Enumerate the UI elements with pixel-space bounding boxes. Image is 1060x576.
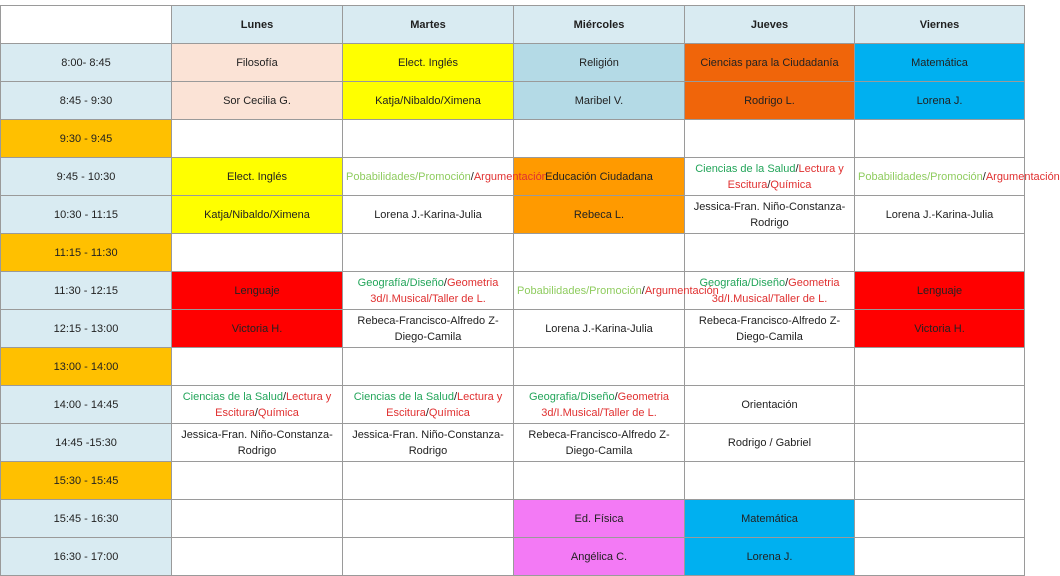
day-header-jueves: Jueves — [685, 6, 855, 44]
class-cell — [514, 386, 685, 424]
class-cell — [172, 158, 343, 196]
class-text: Lorena J.-Karina-Julia — [545, 322, 653, 335]
class-text: Jessica-Fran. Niño-Constanza-Rodrigo — [181, 428, 333, 457]
schedule-row — [1, 500, 1025, 538]
class-text: Argumentación — [644, 284, 719, 297]
class-cell — [855, 424, 1025, 462]
class-cell — [685, 424, 855, 462]
class-text: Religión — [579, 56, 619, 69]
class-text: Educación Ciudadana — [545, 170, 653, 183]
class-cell — [343, 500, 514, 538]
class-cell — [514, 424, 685, 462]
class-text: / — [795, 162, 799, 175]
schedule-row — [1, 158, 1025, 196]
class-cell — [343, 538, 514, 576]
class-text: / — [443, 276, 447, 289]
class-text: Lorena J.-Karina-Julia — [885, 208, 994, 221]
class-text: / — [785, 276, 789, 289]
class-cell — [855, 272, 1025, 310]
class-text: Ciencias para la Ciudadanía — [700, 56, 839, 69]
class-cell — [514, 462, 685, 500]
class-cell — [855, 538, 1025, 576]
class-cell — [855, 82, 1025, 120]
class-cell — [685, 348, 855, 386]
class-cell — [855, 386, 1025, 424]
class-text: Lorena J.-Karina-Julia — [374, 208, 482, 221]
class-text: Lectura y Escitura — [386, 390, 503, 419]
class-cell — [343, 234, 514, 272]
class-text: Lectura y Escitura — [215, 390, 332, 419]
class-cell — [514, 120, 685, 158]
class-text: Ed. Física — [574, 512, 624, 525]
class-text: Katja/Nibaldo/Ximena — [375, 94, 481, 107]
class-cell — [343, 158, 548, 196]
class-cell — [685, 82, 855, 120]
class-text: Rebeca L. — [573, 208, 625, 221]
class-text: Pobabilidades/Promoción — [346, 170, 471, 183]
class-cell — [855, 44, 1025, 82]
class-text: Maribel V. — [574, 94, 624, 107]
class-text: Katja/Nibaldo/Ximena — [204, 208, 310, 221]
class-text: Matemática — [911, 56, 968, 69]
class-text: Ciencias de la Salud — [695, 162, 796, 175]
time-cell: 15:45 - 16:30 — [1, 500, 172, 538]
class-cell — [172, 44, 343, 82]
time-cell: 8:00- 8:45 — [1, 44, 172, 82]
class-cell — [343, 196, 514, 234]
time-cell: 10:30 - 11:15 — [1, 196, 172, 234]
schedule-row — [1, 196, 1025, 234]
class-cell — [343, 386, 514, 424]
class-text: Geometria 3d/I.Musical/Taller de L. — [370, 276, 499, 305]
class-cell — [172, 82, 343, 120]
class-cell — [685, 386, 855, 424]
class-cell — [514, 500, 685, 538]
class-text: Sor Cecilia G. — [223, 94, 291, 107]
break-time-cell: 15:30 - 15:45 — [1, 462, 172, 500]
schedule-row — [1, 538, 1025, 576]
schedule-row — [1, 234, 1025, 272]
class-text: / — [614, 390, 618, 403]
class-cell — [855, 234, 1025, 272]
class-cell — [514, 44, 685, 82]
class-cell — [855, 500, 1025, 538]
time-cell: 8:45 - 9:30 — [1, 82, 172, 120]
schedule-row — [1, 424, 1025, 462]
schedule-row — [1, 120, 1025, 158]
class-cell — [343, 120, 514, 158]
class-text: Matemática — [741, 512, 798, 525]
class-text: Química — [257, 406, 299, 419]
header-row — [1, 6, 1025, 44]
break-time-cell: 9:30 - 9:45 — [1, 120, 172, 158]
time-cell: 14:00 - 14:45 — [1, 386, 172, 424]
class-cell — [855, 120, 1025, 158]
class-cell — [685, 234, 855, 272]
class-cell — [855, 310, 1025, 348]
class-cell — [685, 462, 855, 500]
class-text: / — [641, 284, 645, 297]
class-text: Jessica-Fran. Niño-Constanza-Rodrigo — [352, 428, 504, 457]
class-cell — [172, 462, 343, 500]
class-cell — [855, 158, 1060, 196]
class-cell — [855, 348, 1025, 386]
schedule-row — [1, 44, 1025, 82]
class-cell — [685, 158, 855, 196]
class-text: / — [767, 178, 771, 191]
class-cell — [172, 196, 343, 234]
class-text: / — [982, 170, 986, 183]
class-cell — [514, 196, 685, 234]
class-text: Angélica C. — [570, 550, 628, 563]
class-cell — [172, 538, 343, 576]
class-cell — [685, 196, 855, 234]
class-cell — [685, 120, 855, 158]
class-text: Orientación — [741, 398, 798, 411]
class-text: Lectura y Escitura — [727, 162, 844, 191]
class-text: Lenguaje — [916, 284, 963, 297]
break-time-cell: 13:00 - 14:00 — [1, 348, 172, 386]
class-text: Química — [770, 178, 812, 191]
class-text: Ciencias de la Salud — [182, 390, 283, 403]
schedule-row — [1, 82, 1025, 120]
class-text: / — [453, 390, 458, 403]
class-text: Rebeca-Francisco-Alfredo Z-Diego-Camila — [357, 314, 499, 343]
class-cell — [343, 462, 514, 500]
class-text: Rodrigo L. — [744, 94, 795, 107]
class-cell — [685, 500, 855, 538]
corner-cell — [1, 6, 172, 44]
class-text: / — [254, 406, 258, 419]
class-text: Victoria H. — [231, 322, 283, 335]
schedule-row — [1, 462, 1025, 500]
class-text: Geografía/Diseño — [357, 276, 444, 289]
schedule-row — [1, 310, 1025, 348]
class-cell — [172, 500, 343, 538]
class-text: Lorena J. — [916, 94, 963, 107]
class-cell — [343, 310, 514, 348]
class-cell — [685, 44, 855, 82]
class-text: / — [282, 390, 287, 403]
time-cell: 16:30 - 17:00 — [1, 538, 172, 576]
class-text: Elect. Inglés — [227, 170, 287, 183]
class-cell — [172, 272, 343, 310]
class-text: / — [425, 406, 429, 419]
class-text: Química — [428, 406, 470, 419]
class-cell — [343, 348, 514, 386]
class-cell — [172, 120, 343, 158]
class-text: Filosofía — [236, 56, 278, 69]
class-cell — [855, 196, 1025, 234]
class-text: Ciencias de la Salud — [353, 390, 454, 403]
class-cell — [172, 310, 343, 348]
class-cell — [685, 310, 855, 348]
class-cell — [514, 272, 719, 310]
time-cell: 9:45 - 10:30 — [1, 158, 172, 196]
time-cell: 11:30 - 12:15 — [1, 272, 172, 310]
class-text: Rebeca-Francisco-Alfredo Z-Diego-Camila — [698, 314, 841, 343]
class-cell — [172, 386, 343, 424]
class-text: Rodrigo / Gabriel — [727, 436, 812, 449]
class-cell — [343, 424, 514, 462]
day-header-martes: Martes — [343, 6, 514, 44]
break-time-cell: 11:15 - 11:30 — [1, 234, 172, 272]
class-text: Jessica-Fran. Niño-Constanza-Rodrigo — [693, 200, 846, 229]
class-cell — [514, 538, 685, 576]
class-cell — [343, 272, 514, 310]
schedule-table — [0, 5, 1060, 576]
class-cell — [343, 44, 514, 82]
class-cell — [855, 462, 1025, 500]
day-header-lunes: Lunes — [172, 6, 343, 44]
day-header-viernes: Viernes — [855, 6, 1025, 44]
class-text: / — [470, 170, 474, 183]
schedule-row — [1, 272, 1025, 310]
class-text: Geometria 3d/I.Musical/Taller de L. — [711, 276, 840, 305]
class-text: Pobabilidades/Promoción — [517, 284, 642, 297]
class-text: Geografia/Diseño — [699, 276, 786, 289]
class-text: Pobabilidades/Promoción — [858, 170, 983, 183]
time-cell: 12:15 - 13:00 — [1, 310, 172, 348]
schedule-row — [1, 348, 1025, 386]
class-text: Argumentación — [473, 170, 548, 183]
class-text: Geografia/Diseño — [528, 390, 615, 403]
class-cell — [514, 234, 685, 272]
time-cell: 14:45 -15:30 — [1, 424, 172, 462]
class-text: Rebeca-Francisco-Alfredo Z-Diego-Camila — [528, 428, 670, 457]
class-text: Lorena J. — [746, 550, 793, 563]
class-text: Elect. Inglés — [398, 56, 458, 69]
class-cell — [343, 82, 514, 120]
class-cell — [172, 424, 343, 462]
class-cell — [172, 234, 343, 272]
class-cell — [514, 82, 685, 120]
class-text: Geometria 3d/I.Musical/Taller de L. — [541, 390, 670, 419]
class-cell — [514, 310, 685, 348]
class-cell — [685, 538, 855, 576]
class-text: Lenguaje — [234, 284, 280, 297]
class-text: Victoria H. — [914, 322, 965, 335]
day-header-miercoles: Miércoles — [514, 6, 685, 44]
schedule-row — [1, 386, 1025, 424]
class-cell — [172, 348, 343, 386]
class-cell — [514, 348, 685, 386]
class-text: Argumentación — [985, 170, 1060, 183]
